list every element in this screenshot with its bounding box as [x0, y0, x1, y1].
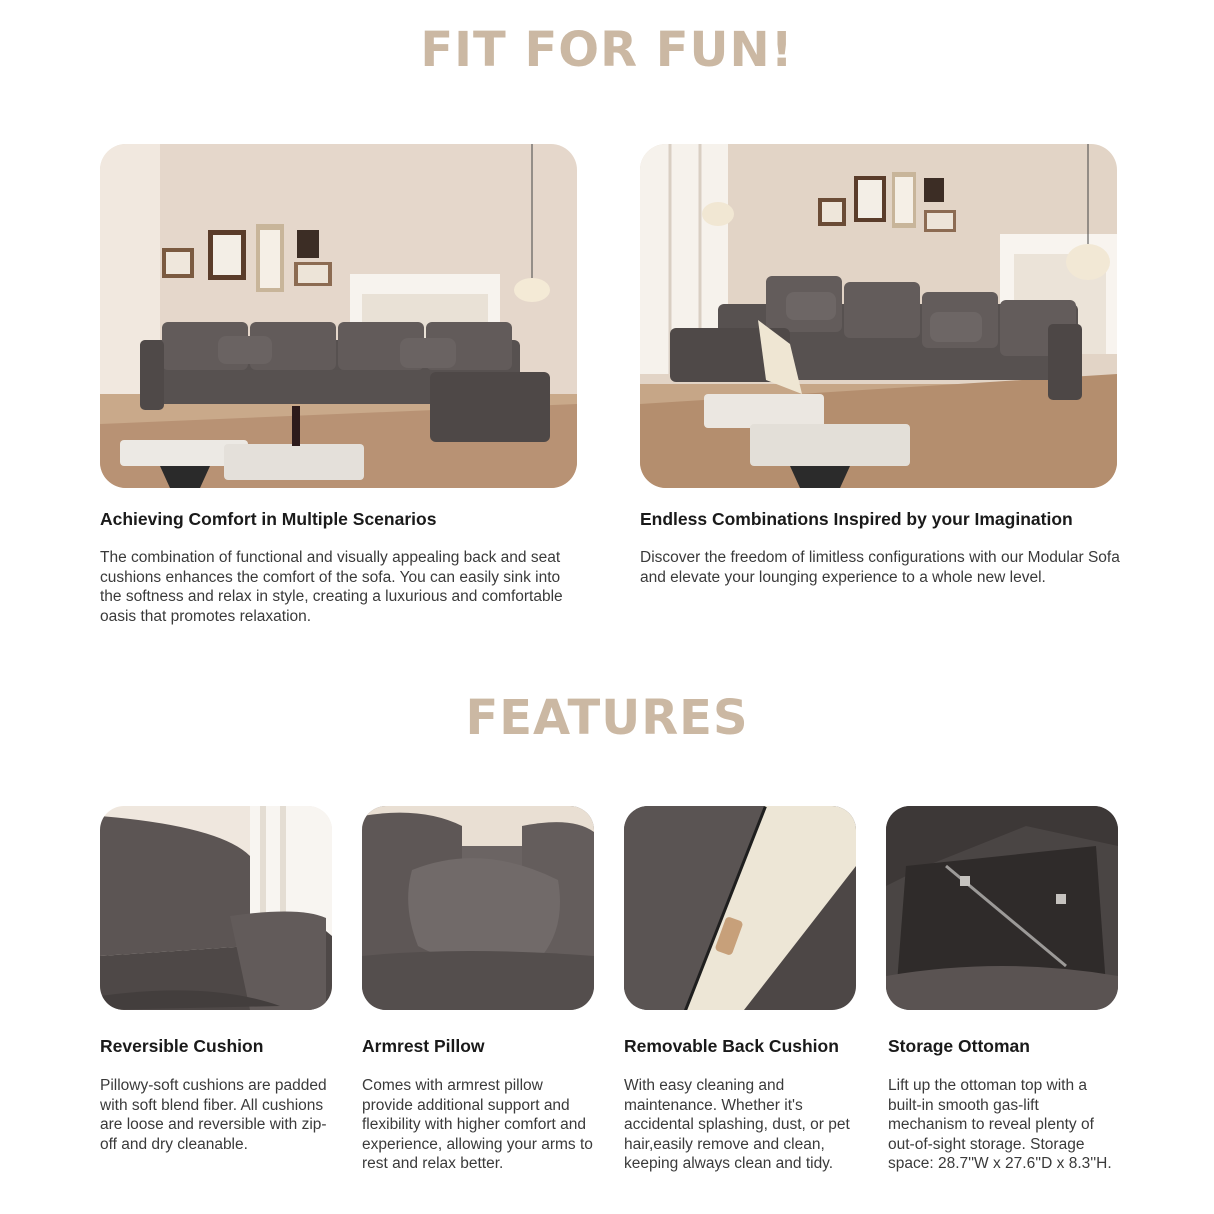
scenario-heading-combinations: Endless Combinations Inspired by your Imagination	[640, 509, 1073, 529]
feature-heading-storage-ottoman: Storage Ottoman	[888, 1036, 1030, 1056]
feature-body-reversible-cushion: Pillowy-soft cushions are padded with soft blend fiber. All cushions are loose and reversible with zip-off and dry cleanable.	[100, 1077, 327, 1153]
feature-heading-removable-back-cushion: Removable Back Cushion	[624, 1036, 839, 1056]
living-room-photo-chaise-right	[100, 144, 577, 488]
fit-for-fun-title: FIT FOR FUN!	[420, 22, 794, 78]
storage-ottoman-photo	[886, 806, 1118, 1010]
armrest-pillow-photo	[362, 806, 594, 1010]
feature-body-removable-back-cushion: With easy cleaning and maintenance. Whether it's accidental splashing, dust, or pet hair,easily remove and clean, keeping always clean and tidy.	[624, 1077, 850, 1173]
living-room-photo-chaise-left	[640, 144, 1117, 488]
feature-heading-armrest-pillow: Armrest Pillow	[362, 1036, 485, 1056]
features-title: FEATURES	[465, 690, 749, 746]
scenario-body-comfort: The combination of functional and visually appealing back and seat cushions enhances the comfort of the sofa. You can easily sink into the softness and relax in style, creating a luxurious and comfortable oasis that promotes relaxation.	[100, 549, 563, 625]
scenario-heading-comfort: Achieving Comfort in Multiple Scenarios	[100, 509, 437, 529]
reversible-cushion-photo	[100, 806, 332, 1010]
feature-body-armrest-pillow: Comes with armrest pillow provide additional support and flexibility with higher comfort and experience, allowing your arms to rest and relax better.	[362, 1077, 593, 1173]
scenario-body-combinations: Discover the freedom of limitless configurations with our Modular Sofa and elevate your lounging experience to a whole new level.	[640, 549, 1120, 586]
feature-heading-reversible-cushion: Reversible Cushion	[100, 1036, 264, 1056]
removable-back-cushion-photo	[624, 806, 856, 1010]
feature-body-storage-ottoman: Lift up the ottoman top with a built-in smooth gas-lift mechanism to reveal plenty of out-of-sight storage. Storage space: 28.7''W x 27.6''D x 8.3''H.	[888, 1077, 1112, 1173]
